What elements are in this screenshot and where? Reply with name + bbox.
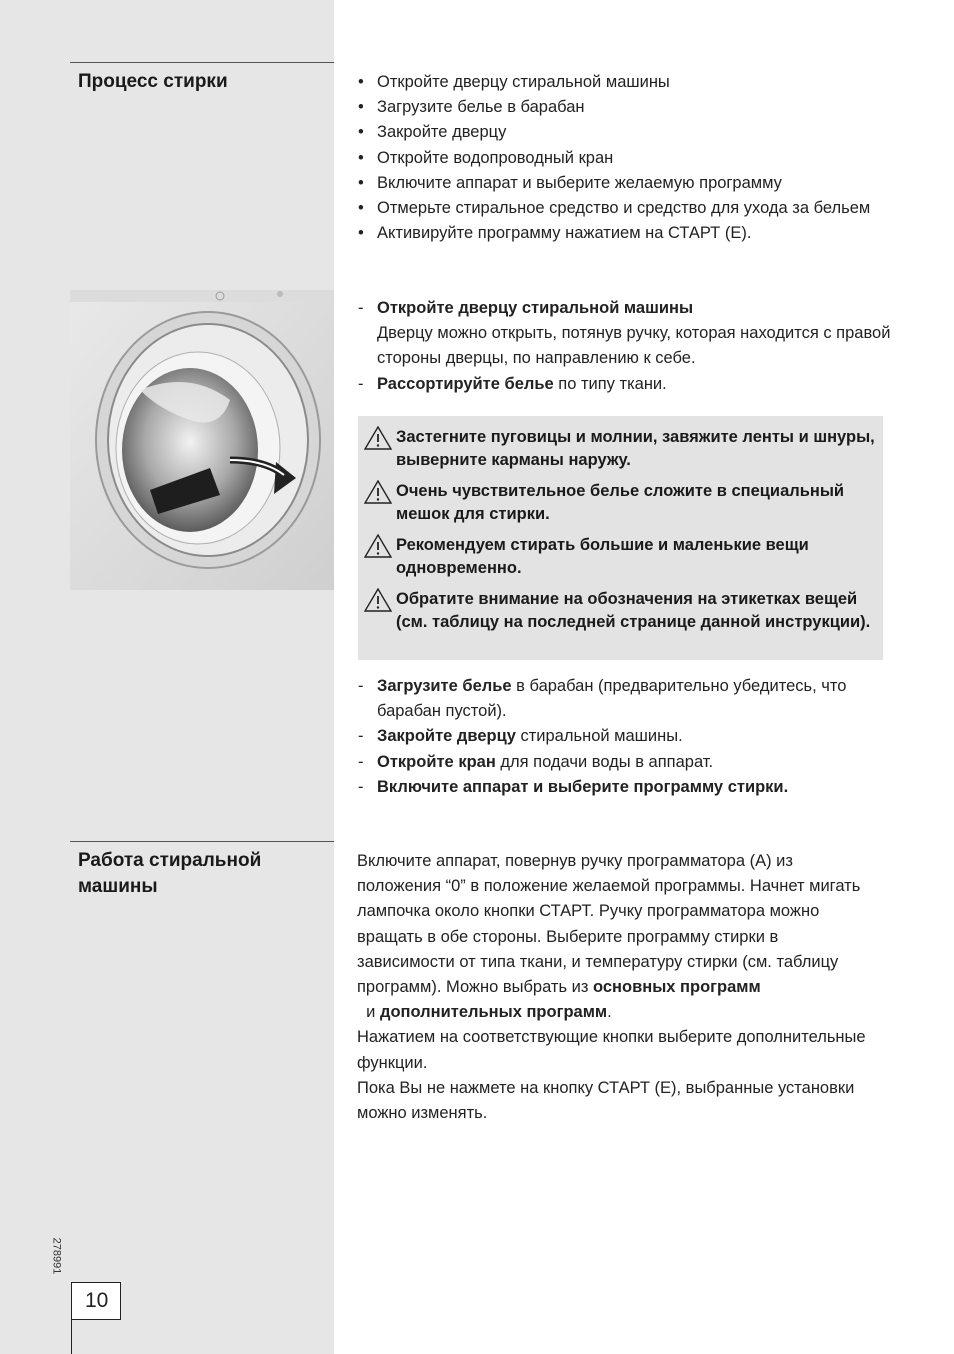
- warning-text: Очень чувствительное белье сложите в специальный мешок для стирки.: [396, 482, 845, 523]
- paragraph-text: .: [607, 1003, 612, 1022]
- washing-machine-door-illustration: [70, 290, 334, 590]
- door-instructions: [356, 296, 896, 397]
- instruction-bold: Включите аппарат и выберите программу стирки.: [377, 777, 789, 796]
- page-marker-line: [71, 1320, 72, 1354]
- instruction-text: по типу ткани.: [553, 374, 667, 393]
- paragraph-bold: основных программ: [593, 978, 761, 997]
- list-item: [356, 750, 896, 775]
- list-item: • Активируйте программу нажатием на СТАРТ (Е).: [356, 221, 896, 246]
- section-title-washing-process: Процесс стирки: [78, 71, 228, 92]
- instruction-bold: Откройте дверцу стиральной машины: [377, 299, 694, 317]
- warning-item: [358, 426, 878, 471]
- warning-item: [358, 588, 878, 633]
- warning-triangle-icon: [364, 480, 392, 504]
- list-item: • Откройте дверцу стиральной машины: [356, 70, 896, 95]
- instruction-text: Дверцу можно открыть, потянув ручку, которая находится с правой стороны дверцы, по направлению к себе.: [377, 324, 891, 368]
- instruction-text: для подачи воды в аппарат.: [495, 752, 714, 771]
- list-item: [356, 724, 896, 749]
- instruction-text: в барабан (предварительно убедитесь, что барабан пустой).: [377, 677, 847, 721]
- warning-triangle-icon: [364, 426, 392, 450]
- list-item: [356, 674, 896, 724]
- paragraph-text: и: [357, 1003, 380, 1022]
- list-item: [356, 372, 896, 397]
- warning-triangle-icon: [364, 534, 392, 558]
- instruction-bold: Откройте кран: [377, 752, 496, 771]
- steps-list: [356, 70, 896, 246]
- instruction-bold: Рассортируйте белье: [377, 374, 554, 393]
- document-number-text: 278991: [50, 1237, 63, 1275]
- operation-text: [357, 849, 877, 1126]
- section-divider: [70, 841, 334, 842]
- paragraph-bold: дополнительных программ: [379, 1003, 608, 1022]
- instruction-text: стиральной машины.: [515, 727, 683, 746]
- section-title-machine-operation: Работа стиральной машины: [78, 850, 262, 897]
- warning-text: Рекомендуем стирать большие и маленькие вещи одновременно.: [396, 536, 809, 577]
- paragraph-text: Включите аппарат, повернув ручку программатора (А) из положения “0” в положение желаемой программы. Начнет мигать лампочка около кнопки СТАРТ. Ручку программатора можно вращать в обе стороны. Выберите программу стирки в зависимости от типа ткани, и температуру стирки (см. таблицу программ). Можно выбрать из: [357, 852, 861, 997]
- list-item: • Отмерьте стиральное средство и средство для ухода за бельем: [356, 196, 896, 221]
- section-divider: [70, 62, 334, 63]
- warnings-box: [358, 416, 883, 660]
- warning-text: Обратите внимание на обозначения на этикетках вещей (см. таблицу на последней странице данной инструкции).: [396, 590, 871, 631]
- paragraph: [357, 849, 877, 1025]
- list-item: • Откройте водопроводный кран: [356, 146, 896, 171]
- load-instructions: [356, 674, 896, 800]
- list-item: [356, 775, 896, 800]
- list-item: • Закройте дверцу: [356, 120, 896, 145]
- document-number: [48, 1232, 78, 1282]
- paragraph: Нажатием на соответствующие кнопки выберите дополнительные функции.: [357, 1028, 866, 1072]
- instruction-bold: Закройте дверцу: [377, 727, 516, 746]
- warning-item: [358, 534, 878, 579]
- paragraph: Пока Вы не нажмете на кнопку СТАРТ (Е), выбранные установки можно изменять.: [357, 1078, 855, 1123]
- list-item: [356, 296, 896, 372]
- warning-text: Застегните пуговицы и молнии, завяжите ленты и шнуры, выверните карманы наружу.: [396, 428, 875, 469]
- warning-item: [358, 480, 878, 525]
- list-item: • Загрузите белье в барабан: [356, 95, 896, 120]
- page-number: 10: [71, 1282, 121, 1320]
- warning-triangle-icon: [364, 588, 392, 612]
- list-item: • Включите аппарат и выберите желаемую программу: [356, 171, 896, 196]
- instruction-bold: Загрузите белье: [377, 677, 512, 695]
- left-sidebar-panel: [0, 0, 334, 1354]
